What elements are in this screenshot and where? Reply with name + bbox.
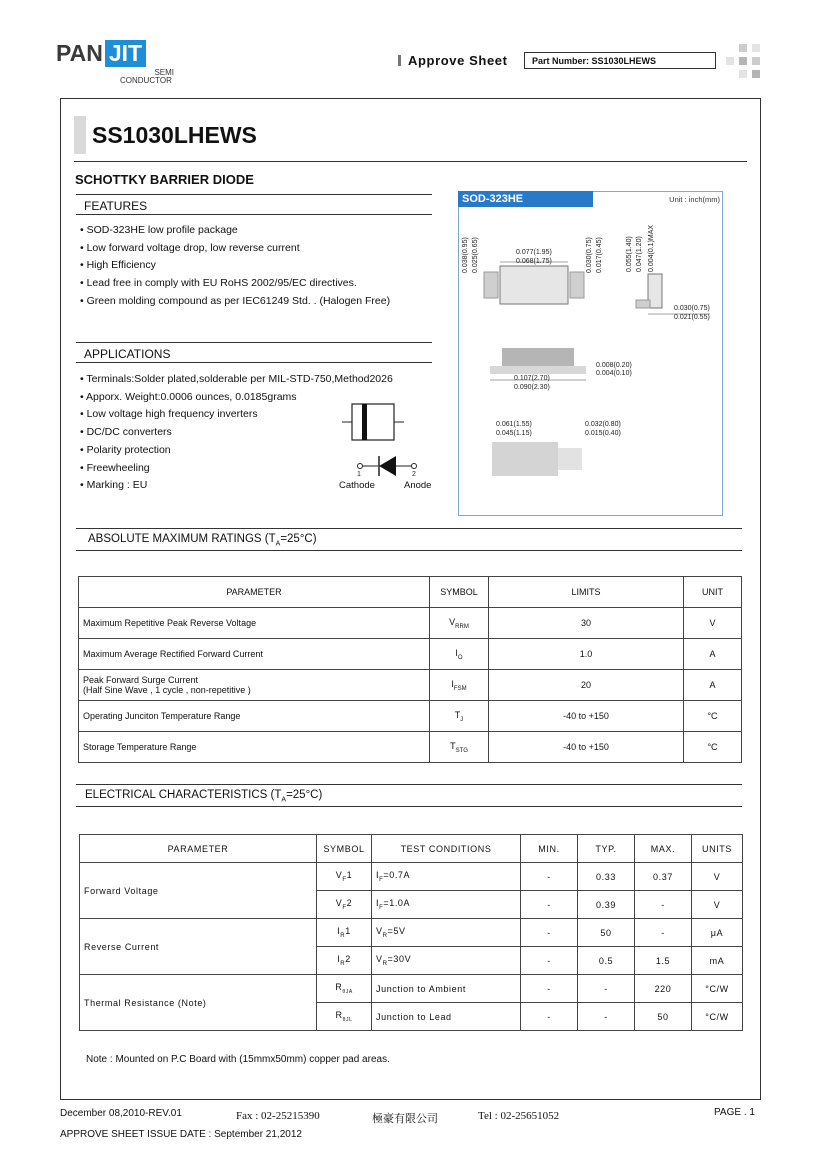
cell-typ: 0.33 xyxy=(578,863,635,891)
table-row xyxy=(80,863,743,891)
diode-schematic-icon xyxy=(358,456,417,476)
cell-max: 0.37 xyxy=(635,863,692,891)
elec-rule-top xyxy=(76,784,742,785)
cell-symbol: $V_F2$ xyxy=(317,891,372,919)
dim-standoff-max: 0.004(0.1)MAX xyxy=(648,224,655,272)
approve-sheet-label: Approve Sheet xyxy=(408,53,508,68)
pin2-label: 2 xyxy=(412,471,416,478)
approve-bar xyxy=(398,55,401,66)
cathode-band xyxy=(362,404,367,440)
dim-top-height-min: 0.025(0.65) xyxy=(472,237,479,273)
cell-parameter: Maximum Average Rectified Forward Current xyxy=(79,639,430,670)
cell-symbol: $T_{STG}$ xyxy=(430,732,489,763)
cell-limit: 30 xyxy=(489,608,684,639)
pin1-label: 1 xyxy=(357,471,361,478)
col-header: TEST CONDITIONS xyxy=(372,835,521,863)
page-title: SS1030LHEWS xyxy=(92,122,257,148)
diode-body-outline xyxy=(352,404,394,440)
dim-body-width-max: 0.055(1.40) xyxy=(626,236,633,272)
cathode-label: Cathode xyxy=(339,480,375,491)
cell-condition: Junction to Lead xyxy=(372,1003,521,1031)
dim-thickness-max: 0.008(0.20) xyxy=(596,362,632,369)
col-header: SYMBOL xyxy=(430,577,489,608)
dim-body-width-min: 0.047(1.20) xyxy=(636,236,643,272)
list-item: • Green molding compound as per IEC61249 Std. . (Halogen Free) xyxy=(80,294,391,307)
list-item: • Low voltage high frequency inverters xyxy=(80,408,258,421)
page-number: PAGE . 1 xyxy=(714,1107,755,1118)
cell-symbol: $I_R1$ xyxy=(317,919,372,947)
table-header-row xyxy=(80,835,743,863)
table-row xyxy=(79,701,742,732)
cell-symbol: $I_{FSM}$ xyxy=(430,670,489,701)
applications-heading: APPLICATIONS xyxy=(84,347,171,361)
cell-min: - xyxy=(521,1003,578,1031)
title-accent xyxy=(74,116,86,154)
applications-rule-bottom xyxy=(76,362,432,363)
list-item: • Low forward voltage drop, low reverse current xyxy=(80,241,300,254)
cell-parameter: Peak Forward Surge Current (Half Sine Wave , 1 cycle , non-repetitive ) xyxy=(79,670,430,701)
list-item: • Lead free in comply with EU RoHS 2002/95/EC directives. xyxy=(80,277,357,290)
cell-limit: -40 to +150 xyxy=(489,701,684,732)
col-header: TYP. xyxy=(578,835,635,863)
logo-sub-conductor: CONDUCTOR xyxy=(120,76,172,85)
logo-sub-semi: SEMI xyxy=(154,68,174,77)
package-name: SOD-323HE xyxy=(458,191,593,207)
col-header: PARAMETER xyxy=(79,577,430,608)
cell-symbol: $I_O$ xyxy=(430,639,489,670)
dim-body-length-max: 0.077(1.95) xyxy=(516,249,552,256)
abs-max-heading: ABSOLUTE MAXIMUM RATINGS $(T_A=25^\circ C)$ xyxy=(88,533,317,548)
dim-overall-length-max: 0.107(2.70) xyxy=(514,375,550,382)
device-subtitle: SCHOTTKY BARRIER DIODE xyxy=(75,172,254,187)
dim-pad-length-min: 0.045(1.15) xyxy=(496,430,532,437)
list-item: • Marking : EU xyxy=(80,479,148,492)
cell-parameter: Operating Junciton Temperature Range xyxy=(79,701,430,732)
col-header: MIN. xyxy=(521,835,578,863)
table-header-row xyxy=(79,577,742,608)
cell-parameter: Reverse Current xyxy=(80,919,317,975)
dim-lead-width-min: 0.017(0.45) xyxy=(596,237,603,273)
cell-limit: 20 xyxy=(489,670,684,701)
cell-unit: °C xyxy=(684,732,742,763)
cell-parameter: Storage Temperature Range xyxy=(79,732,430,763)
cell-min: - xyxy=(521,975,578,1003)
cell-condition: $V_R=30V$ xyxy=(372,947,521,975)
col-header: MAX. xyxy=(635,835,692,863)
cell-condition: $I_F=0.7A$ xyxy=(372,863,521,891)
cell-typ: 0.39 xyxy=(578,891,635,919)
cell-condition: Junction to Ambient xyxy=(372,975,521,1003)
part-number-box: Part Number: SS1030LHEWS xyxy=(524,52,716,69)
dim-lead-width-max: 0.030(0.75) xyxy=(586,237,593,273)
cell-typ: 50 xyxy=(578,919,635,947)
package-unit: Unit : inch(mm) xyxy=(669,195,720,204)
fax-number: Fax : 02-25215390 xyxy=(236,1110,320,1122)
cell-min: - xyxy=(521,919,578,947)
list-item: • Freewheeling xyxy=(80,461,150,474)
table-row xyxy=(79,608,742,639)
title-rule xyxy=(74,161,747,162)
elec-table xyxy=(79,834,743,1031)
features-list xyxy=(80,222,390,311)
cell-unit: V xyxy=(684,608,742,639)
issue-date: APPROVE SHEET ISSUE DATE : September 21,2012 xyxy=(60,1129,302,1140)
cell-symbol: $I_R2$ xyxy=(317,947,372,975)
cell-limit: -40 to +150 xyxy=(489,732,684,763)
list-item: • SOD-323HE low profile package xyxy=(80,224,238,236)
cell-min: - xyxy=(521,891,578,919)
company-logo xyxy=(56,40,146,67)
anode-label: Anode xyxy=(404,480,432,491)
table-row xyxy=(79,732,742,763)
cell-max: - xyxy=(635,891,692,919)
cell-unit: mA xyxy=(692,947,743,975)
features-rule-bottom xyxy=(76,214,432,215)
dim-side-lead-max: 0.030(0.75) xyxy=(674,305,710,312)
abs-max-rule-top xyxy=(76,528,742,529)
cell-min: - xyxy=(521,947,578,975)
col-header: LIMITS xyxy=(489,577,684,608)
dim-top-height-max: 0.038(0.95) xyxy=(462,237,469,273)
dim-pad-gap-min: 0.015(0.40) xyxy=(585,430,621,437)
dim-body-length-min: 0.068(1.75) xyxy=(516,258,552,265)
decorative-squares xyxy=(726,44,760,78)
cell-symbol: $R_{\theta JL}$ xyxy=(317,1003,372,1031)
cell-typ: - xyxy=(578,1003,635,1031)
dim-overall-length-min: 0.090(2.30) xyxy=(514,384,550,391)
cell-typ: - xyxy=(578,975,635,1003)
cell-condition: $V_R=5V$ xyxy=(372,919,521,947)
cell-parameter: Maximum Repetitive Peak Reverse Voltage xyxy=(79,608,430,639)
cell-symbol: $T_J$ xyxy=(430,701,489,732)
dim-thickness-min: 0.004(0.10) xyxy=(596,370,632,377)
table-row xyxy=(79,639,742,670)
features-rule-top xyxy=(76,194,432,195)
cell-unit: °C xyxy=(684,701,742,732)
cell-min: - xyxy=(521,863,578,891)
list-item: • Apporx. Weight:0.0006 ounces, 0.0185grams xyxy=(80,390,297,403)
cell-max: 1.5 xyxy=(635,947,692,975)
cell-unit: °C/W xyxy=(692,1003,743,1031)
abs-max-rule-bottom xyxy=(76,550,742,551)
dim-pad-length-max: 0.061(1.55) xyxy=(496,421,532,428)
cell-parameter: Thermal Resistance (Note) xyxy=(80,975,317,1031)
dim-side-lead-min: 0.021(0.55) xyxy=(674,314,710,321)
footnote: Note : Mounted on P.C Board with (15mmx50mm) copper pad areas. xyxy=(86,1054,390,1065)
cell-max: 220 xyxy=(635,975,692,1003)
cell-symbol: $V_F1$ xyxy=(317,863,372,891)
cell-condition: $I_F=1.0A$ xyxy=(372,891,521,919)
col-header: UNITS xyxy=(692,835,743,863)
company-name-chinese: 極豪有限公司 xyxy=(372,1113,438,1125)
features-heading: FEATURES xyxy=(84,199,148,213)
cell-symbol: $V_{RRM}$ xyxy=(430,608,489,639)
cell-unit: A xyxy=(684,670,742,701)
cell-symbol: $R_{\theta JA}$ xyxy=(317,975,372,1003)
applications-rule-top xyxy=(76,342,432,343)
elec-heading: ELECTRICAL CHARACTERISTICS $(T_A=25^\circ C)$ xyxy=(85,789,323,804)
cell-typ: 0.5 xyxy=(578,947,635,975)
logo-text-pan: PAN xyxy=(56,40,103,66)
cell-max: - xyxy=(635,919,692,947)
cell-unit: V xyxy=(692,863,743,891)
list-item: • DC/DC converters xyxy=(80,426,172,439)
col-header: SYMBOL xyxy=(317,835,372,863)
list-item: • High Efficiency xyxy=(80,259,156,272)
list-item: • Terminals:Solder plated,solderable per MIL-STD-750,Method2026 xyxy=(80,373,393,385)
cell-unit: °C/W xyxy=(692,975,743,1003)
revision-date: December 08,2010-REV.01 xyxy=(60,1108,182,1119)
cell-unit: A xyxy=(684,639,742,670)
list-item: • Polarity protection xyxy=(80,443,171,456)
tel-number: Tel : 02-25651052 xyxy=(478,1110,560,1122)
table-row xyxy=(80,919,743,947)
col-header: PARAMETER xyxy=(80,835,317,863)
cell-parameter: Forward Voltage xyxy=(80,863,317,919)
abs-max-table xyxy=(78,576,742,763)
dim-pad-gap-max: 0.032(0.80) xyxy=(585,421,621,428)
elec-rule-bottom xyxy=(76,806,742,807)
cell-limit: 1.0 xyxy=(489,639,684,670)
table-row xyxy=(79,670,742,701)
cell-unit: V xyxy=(692,891,743,919)
table-row xyxy=(80,975,743,1003)
cell-max: 50 xyxy=(635,1003,692,1031)
logo-text-jit: JIT xyxy=(105,40,146,67)
cell-unit: μA xyxy=(692,919,743,947)
col-header: UNIT xyxy=(684,577,742,608)
